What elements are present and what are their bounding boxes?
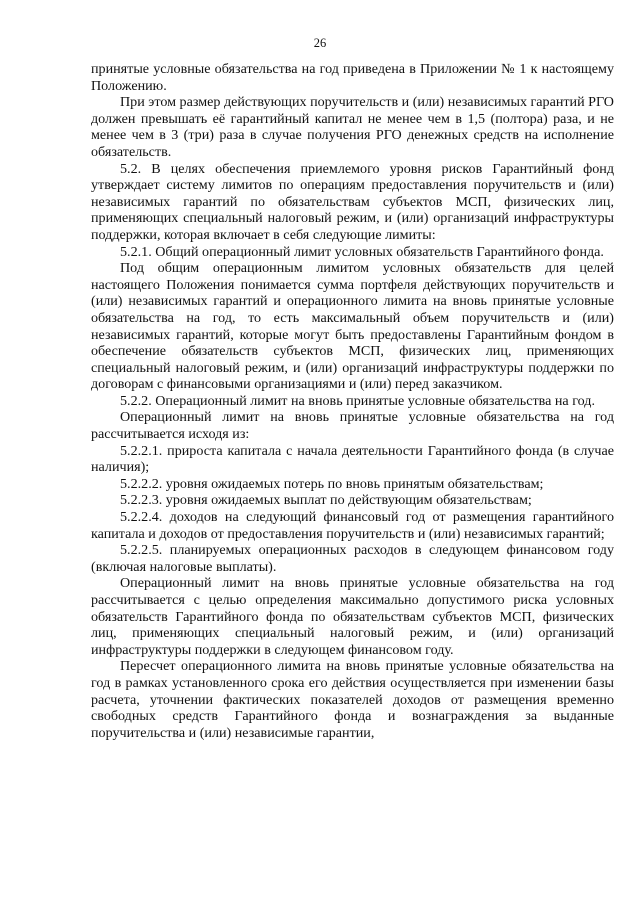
document-body (91, 61, 614, 741)
paragraph-8: 5.2.2.1. прироста капитала с начала деятельности Гарантийного фонда (в случае наличия); (91, 442, 614, 476)
page-number: 26 (313, 36, 327, 50)
paragraph-2: При этом размер действующих поручительств и (или) независимых гарантий РГО должен превышать её гарантийный капитал не менее чем в 1,5 (полтора) раза, и не менее чем в 3 (три) раза в случае получения РГО денежных средств на исполнение обязательств. (91, 94, 614, 160)
paragraph-3: 5.2. В целях обеспечения приемлемого уровня рисков Гарантийный фонд утверждает систему лимитов по операциям предоставления поручительств и (или) независимых гарантий по обязательствам субъектов МСП, физических лиц, применяющих специальный налоговый режим, и (или) организаций инфраструктуры поддержки, которая включает в себя следующие лимиты: (91, 160, 614, 243)
paragraph-11: 5.2.2.4. доходов на следующий финансовый год от размещения гарантийного капитала и доходов от предоставления поручительств и (или) независимых гарантий; (91, 509, 614, 542)
paragraph-14: Пересчет операционного лимита на вновь принятые условные обязательства на год в рамках установленного срока его действия осуществляется при изменении базы расчета, уточнении фактических показателей доходов от размещения временно свободных средств Гарантийного фонда и вознаграждения за выданные поручительства и (или) независимые гарантии, (91, 658, 614, 741)
paragraph-1: принятые условные обязательства на год приведена в Приложении № 1 к настоящему Положению. (91, 61, 614, 94)
paragraph-6: 5.2.2. Операционный лимит на вновь принятые условные обязательства на год. (120, 392, 595, 409)
paragraph-13: Операционный лимит на вновь принятые условные обязательства на год рассчитывается с целью определения максимально допустимого риска условных обязательств Гарантийного фонда по обязательствам субъектов МСП, физических лиц, применяющих специальный налоговый режим, и (или) организаций инфраструктуры поддержки в следующем финансовом году. (91, 575, 614, 658)
paragraph-12: 5.2.2.5. планируемых операционных расходов в следующем финансовом году (включая налоговые выплаты). (91, 542, 614, 575)
paragraph-9: 5.2.2.2. уровня ожидаемых потерь по вновь принятым обязательствам; (120, 475, 544, 492)
paragraph-5: Под общим операционным лимитом условных обязательств для целей настоящего Положения понимается сумма портфеля действующих поручительств и (или) независимых гарантий и операционного лимита на вновь принятые условные обязательства на год, то есть максимальный объем поручительств и (или) независимых гарантий, которые могут быть предоставлены Гарантийным фондом в обеспечение обязательств субъектов МСП, физических лиц, применяющих специальный налоговый режим, и (или) организаций инфраструктуры поддержки по договорам с финансовыми организациями и (или) перед заказчиком. (91, 260, 614, 393)
paragraph-7: Операционный лимит на вновь принятые условные обязательства на год рассчитывается исходя из: (91, 409, 614, 443)
paragraph-10: 5.2.2.3. уровня ожидаемых выплат по действующим обязательствам; (120, 492, 532, 509)
paragraph-4: 5.2.1. Общий операционный лимит условных обязательств Гарантийного фонда. (120, 243, 604, 260)
